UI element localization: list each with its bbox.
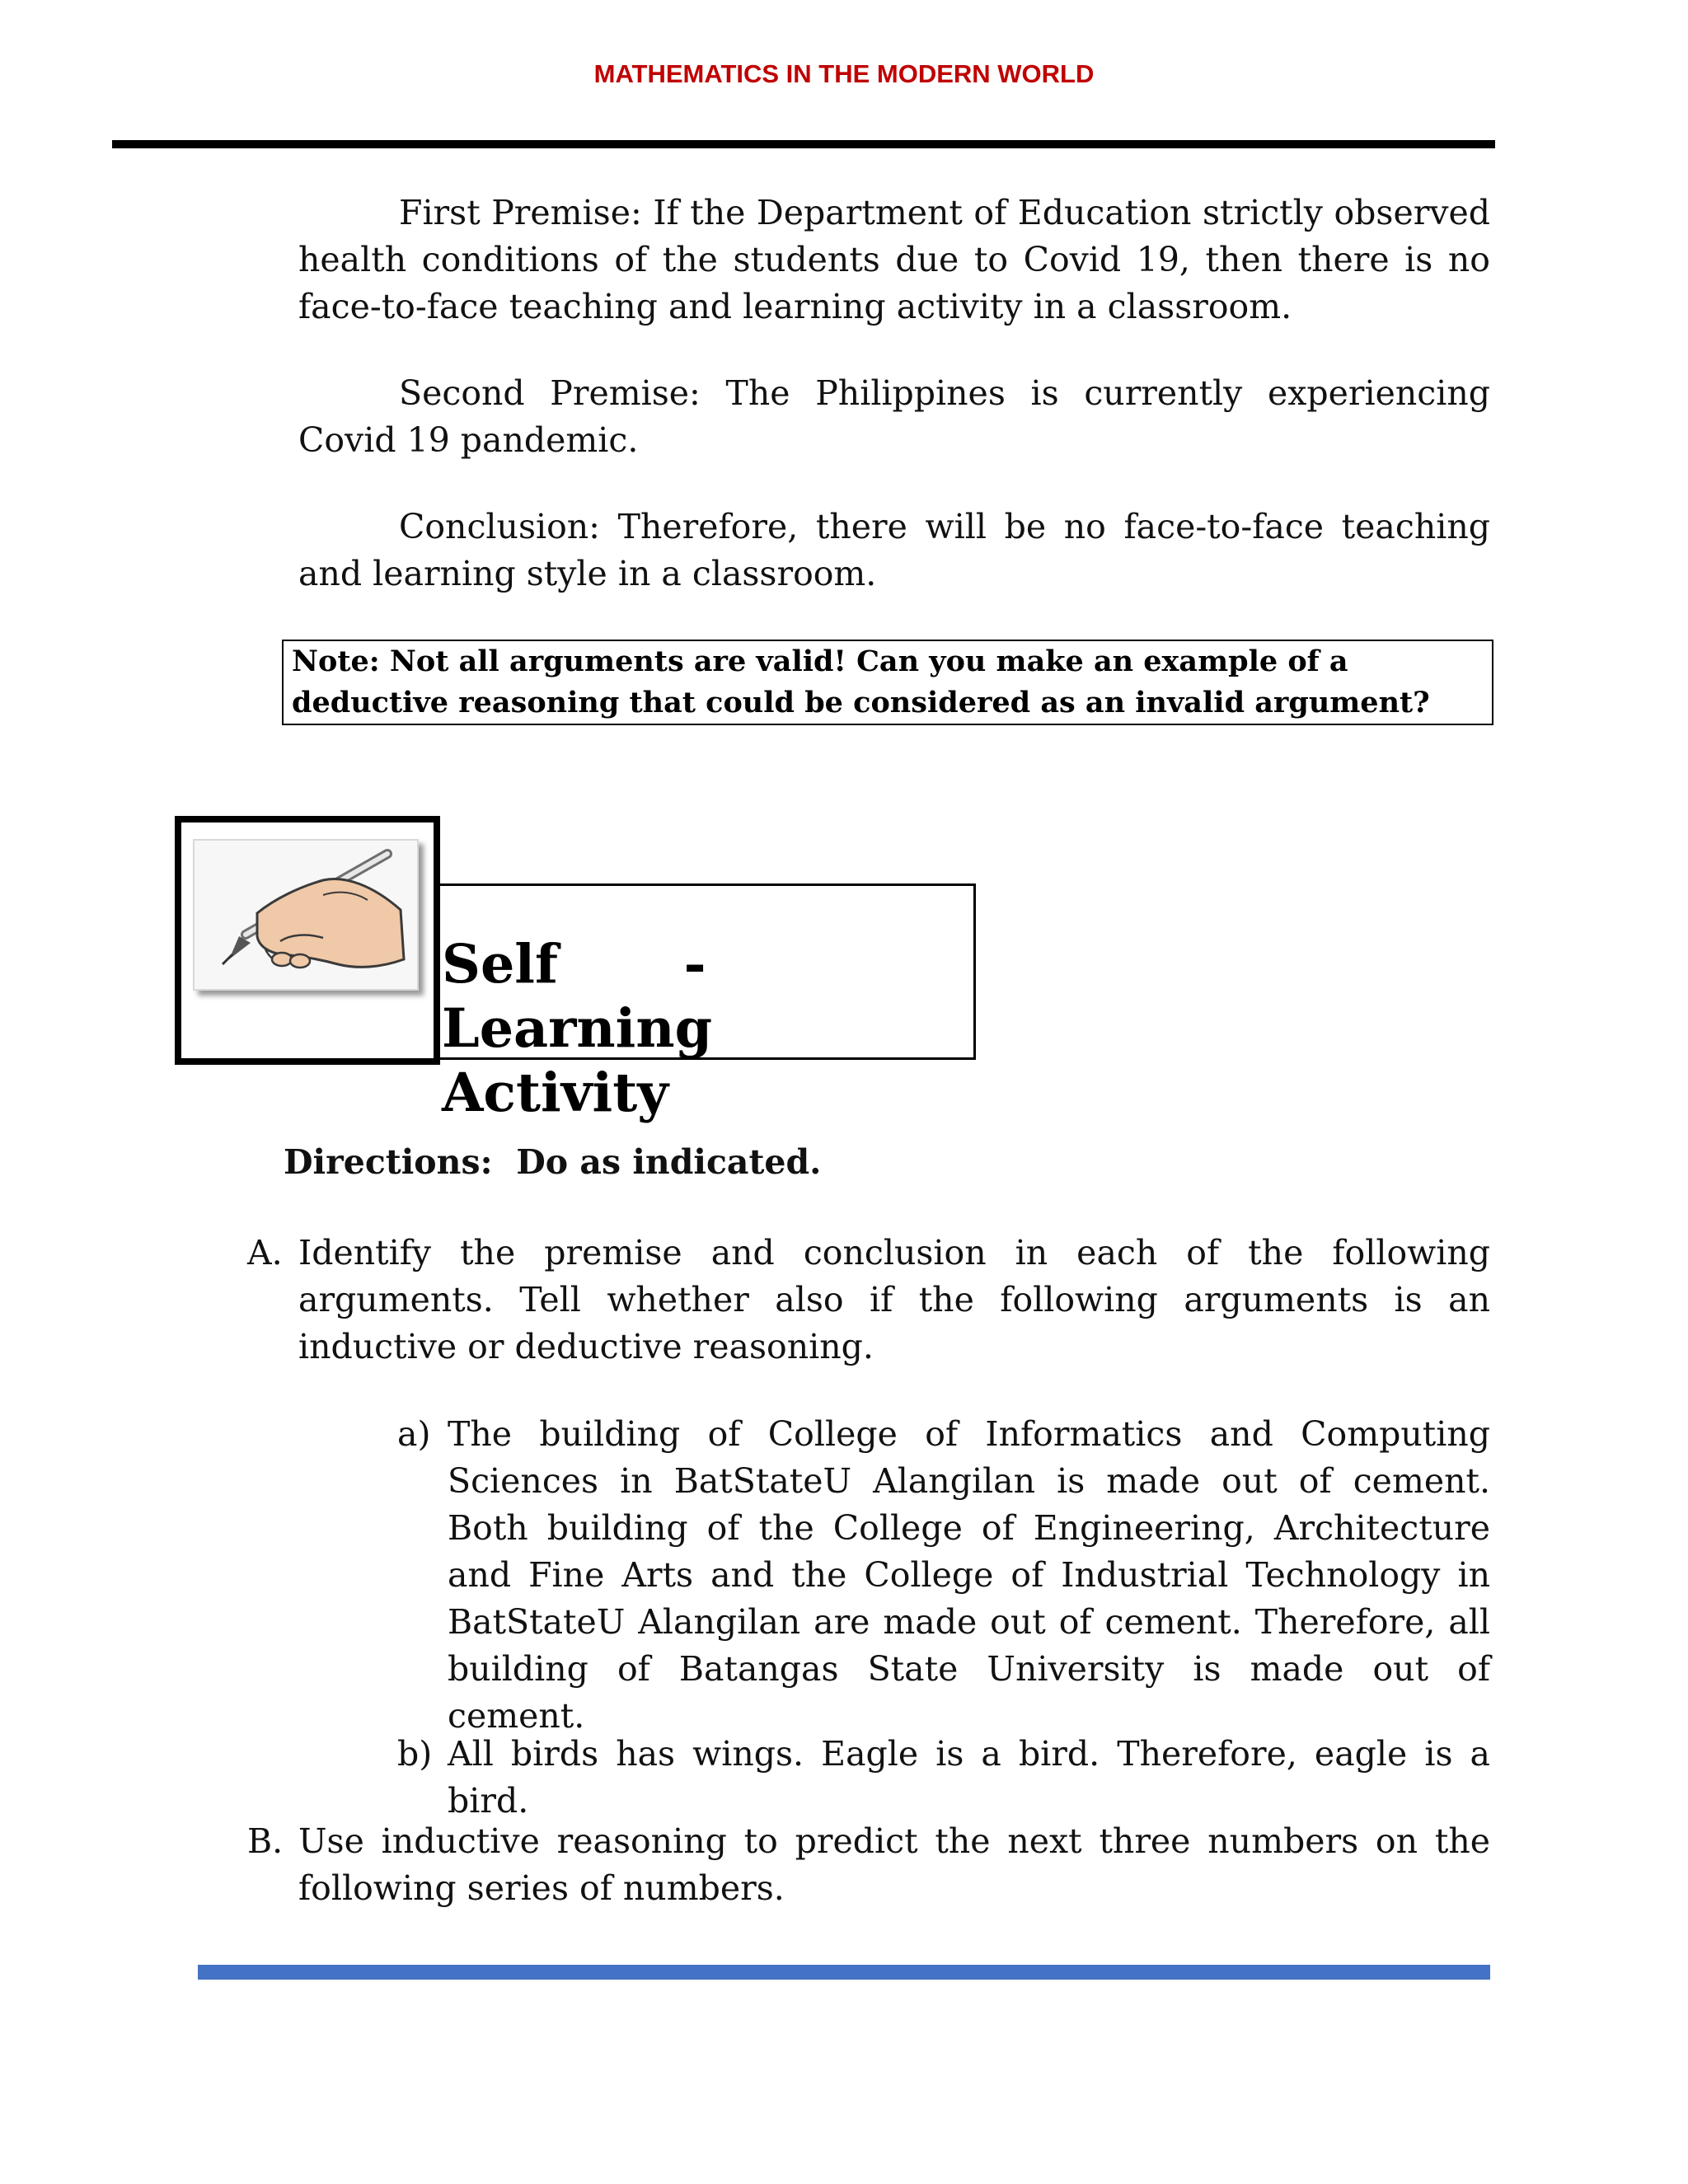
header-rule [112,140,1495,148]
sub-item-b-text: All birds has wings. Eagle is a bird. Therefore, eagle is a bird. [448,1734,1490,1821]
item-b-marker: B. [247,1821,284,1861]
hand-writing-icon [199,844,412,984]
activity-title-box [438,883,976,1124]
second-premise: Second Premise: The Philippines is currently experiencing Covid 19 pandemic. [298,373,1490,460]
footer-rule [198,1965,1490,1980]
page-header: MATHEMATICS IN THE MODERN WORLD [593,59,1095,88]
sub-item-a-text: The building of College of Informatics and Computing Sciences in BatStateU Alangilan is made out of cement. Both building of the College of Engineering, Architecture and Fine Arts and the College of Industrial Technology in BatStateU Alangilan are made out of cement. Therefore, all building of Batangas State University is made out of cement. [448,1414,1490,1736]
note-box: Note: Not all arguments are valid! Can you make an example of a deductive reasoning that could be considered as an invalid argument? [282,640,1493,725]
activity-icon-frame [175,816,440,1065]
activity-icon-tile [193,839,419,991]
conclusion: Conclusion: Therefore, there will be no face-to-face teaching and learning style in a classroom. [298,507,1490,593]
item-a-text: Identify the premise and conclusion in each of the following arguments. Tell whether also if the following arguments is an inductive or deductive reasoning. [298,1233,1490,1366]
item-b-text: Use inductive reasoning to predict the next three numbers on the following series of numbers. [298,1821,1490,1908]
directions: Directions: Do as indicated. [284,1142,822,1182]
item-a-marker: A. [247,1233,283,1272]
sub-item-b-marker: b) [397,1734,433,1774]
first-premise: First Premise: If the Department of Education strictly observed health conditions of the students due to Covid 19, then there is no face-to-face teaching and learning activity in a classroom. [298,193,1490,326]
activity-title: Self -Learning Activity [442,933,713,1124]
sub-item-a-marker: a) [397,1414,431,1454]
